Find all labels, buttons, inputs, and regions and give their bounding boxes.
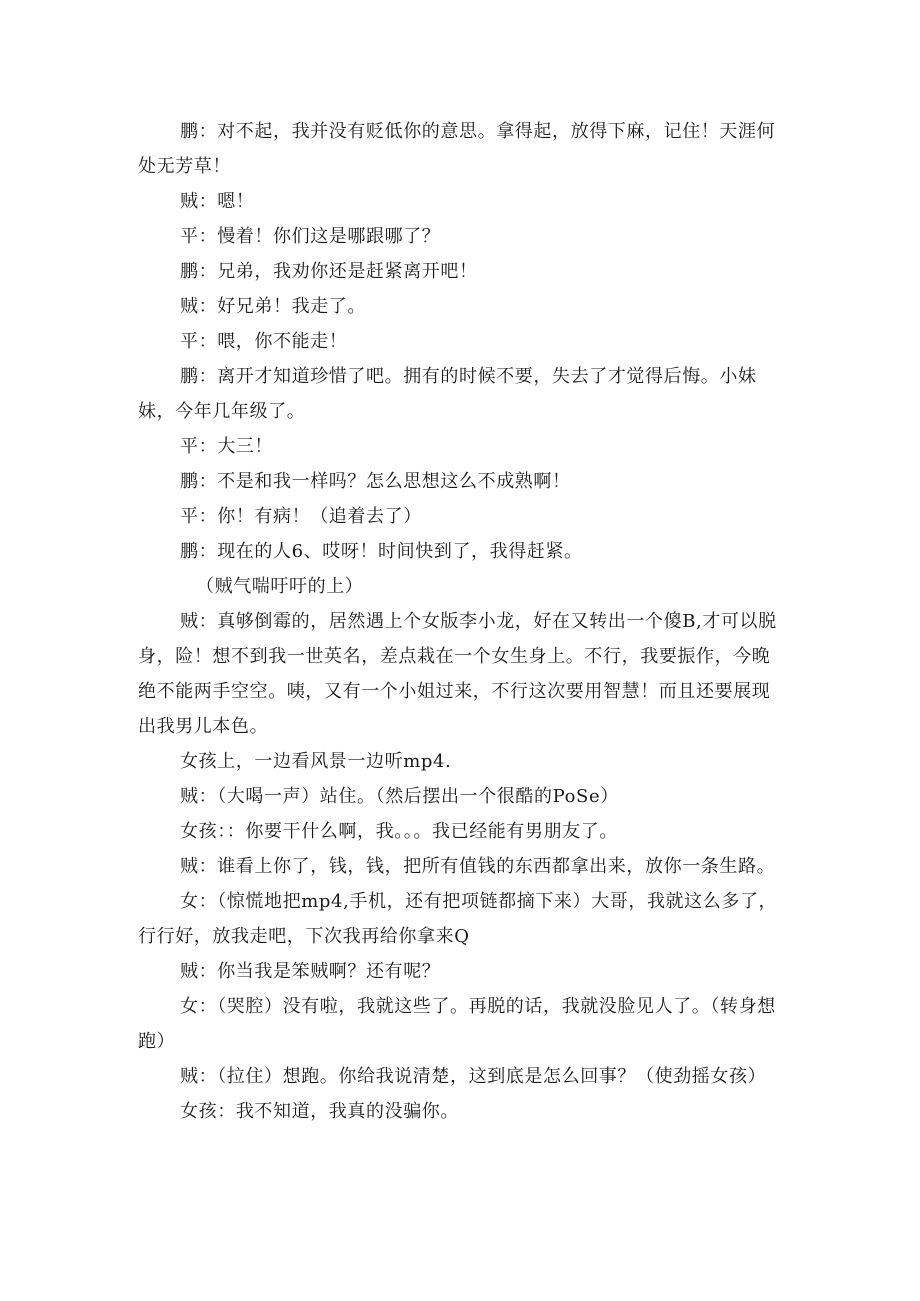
- dialogue-line: 女孩：我不知道，我真的没骗你。: [180, 1101, 459, 1122]
- dialogue-line: 贼：你当我是笨贼啊？还有呢？: [180, 961, 441, 982]
- dialogue-line: 平：你！有病！（追着去了）: [180, 506, 422, 527]
- dialogue-line: 鹏：现在的人6、哎呀！时间快到了，我得赶紧。: [180, 541, 583, 562]
- dialogue-line: 鹏：不是和我一样吗？怎么思想这么不成熟啊！: [180, 471, 571, 492]
- dialogue-line: 女：（惊慌地把mp4,手机，还有把项链都摘下来）大哥，我就这么多了，行行好，放我走吧，下次我再给你拿来Q: [138, 891, 778, 947]
- dialogue-line: 鹏：离开才知道珍惜了吧。拥有的时候不要，失去了才觉得后悔。小妹妹，今年几年级了。: [138, 366, 757, 422]
- dialogue-line: 鹏：兄弟，我劝你还是赶紧离开吧！: [180, 261, 478, 282]
- dialogue-line: 平：大三！: [180, 436, 273, 457]
- dialogue-line: 鹏：对不起，我并没有贬低你的意思。拿得起，放得下麻，记住！天涯何处无芳草！: [138, 121, 776, 177]
- dialogue-line: 平：慢着！你们这是哪跟哪了？: [180, 226, 441, 247]
- dialogue-line: 平：喂，你不能走！: [180, 331, 348, 352]
- dialogue-line: 贼：（拉住）想跑。你给我说清楚，这到底是怎么回事？（使劲摇女孩）: [180, 1066, 767, 1087]
- dialogue-line: 贼：真够倒霉的，居然遇上个女版李小龙，好在又转出一个傻B,才可以脱身，险！想不到我一世英名，差点栽在一个女生身上。不行，我要振作，今晚绝不能两手空空。咦，又有一个小姐过来，不行这次要用智慧！而且还要展现出我男儿本色。: [138, 611, 777, 737]
- dialogue-line: 贼：嗯！: [180, 191, 255, 212]
- script-body: [138, 114, 778, 1129]
- stage-direction: 女孩上，一边看风景一边听mp4.: [180, 751, 452, 772]
- dialogue-line: 贼：谁看上你了，钱，钱，把所有值钱的东西都拿出来，放你一条生路。: [180, 856, 776, 877]
- dialogue-line: 贼：（大喝一声）站住。（然后摆出一个很酷的PoSe）: [180, 786, 619, 807]
- dialogue-line: 女孩：：你要干什么啊，我。。。我已经能有男朋友了。: [180, 821, 618, 842]
- dialogue-line: 贼：好兄弟！我走了。: [180, 296, 366, 317]
- stage-direction: （贼气喘吁吁的上）: [196, 576, 364, 597]
- dialogue-line: 女：（哭腔）没有啦，我就这些了。再脱的话，我就没脸见人了。（转身想跑）: [138, 996, 776, 1052]
